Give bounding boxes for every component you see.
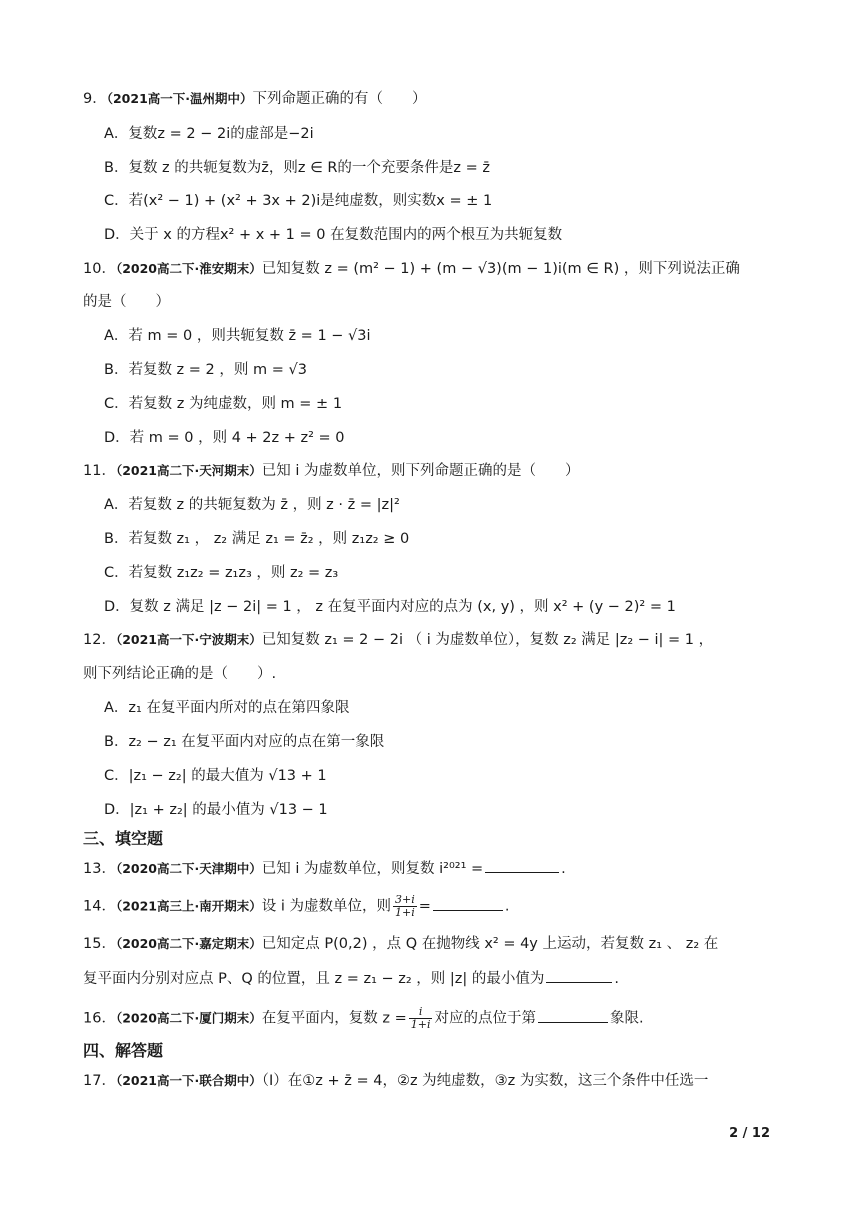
q12-number: 12． [83,632,116,648]
q14-answer-blank[interactable] [433,896,503,911]
q12-option-a: A．z₁ 在复平面内所对的点在第四象限 [104,700,350,716]
q9-option-a: A．复数z = 2 − 2i的虚部是−2i [104,126,314,142]
q11-option-a: A．若复数 z 的共轭复数为 z̄ ，则 z · z̄ = |z|² [104,497,400,513]
q11-stem: 已知 i 为虚数单位，则下列命题正确的是（ ） [261,463,580,479]
q14-line [83,894,510,919]
q9-option-c: C．若(x² − 1) + (x² + 3x + 2)i是纯虚数，则实数x = ± 1 [104,193,493,209]
q13-stem: 已知 i 为虚数单位，则复数 i²⁰²¹ = [261,861,484,877]
q17-stem-line [83,1071,708,1091]
section-fill-in-blank-heading: 三、填空题 [83,829,164,848]
q17-stem: （I）在①z + z̄ = 4，②z 为纯虚数，③z 为实数，这三个条件中任选一 [261,1073,709,1089]
q16-number: 16． [83,1010,116,1027]
q14-fraction-denominator: 1+i [395,906,415,919]
q16-fraction-numerator: i [409,1006,433,1019]
q16-stem-after: 对应的点位于第 [434,1010,536,1027]
q15-number: 15． [83,936,116,952]
q16-line [83,1006,644,1031]
q9-stem: 下列命题正确的有（ ） [252,91,427,107]
q16-fraction [409,1006,433,1031]
q10-stem-continued: 的是（ ） [83,294,170,310]
q15-stem2: 复平面内分别对应点 P、Q 的位置，且 z = z₁ − z₂ ，则 |z| 的最小值为 [83,971,545,987]
q10-source: （2020高二下·淮安期末） [115,261,262,276]
q15-stem-continued [83,968,619,989]
q13-source: （2020高二下·天津期中） [115,861,262,876]
q9-option-b: B．复数 z 的共轭复数为z̄，则z ∈ R的一个充要条件是z = z̄ [104,160,491,176]
q12-option-d: D．|z₁ + z₂| 的最小值为 √13 − 1 [104,802,328,818]
q11-stem-line [83,461,580,481]
q13-end: . [561,861,566,877]
q11-option-d: D．复数 z 满足 |z − 2i| = 1 ， z 在复平面内对应的点为 (x, y) ，则 x² + (y − 2)² = 1 [104,599,676,615]
q10-option-c: C．若复数 z 为纯虚数，则 m = ± 1 [104,396,343,412]
q12-stem: 已知复数 z₁ = 2 − 2i （ i 为虚数单位），复数 z₂ 满足 |z₂ − i| = 1 ， [261,632,714,648]
q14-equals: = [418,898,431,915]
q16-stem: 在复平面内，复数 z = [261,1010,407,1027]
q11-source: （2021高二下·天河期末） [115,463,262,478]
q12-stem-continued: 则下列结论正确的是（ ）. [83,666,277,682]
q17-number: 17． [83,1073,116,1089]
q15-source: （2020高二下·嘉定期末） [115,936,262,951]
q14-end: . [504,898,510,915]
q15-stem-line [83,934,718,954]
q17-source: （2021高一下·联合期中） [115,1073,262,1088]
q10-number: 10． [83,261,116,277]
q14-stem: 设 i 为虚数单位，则 [261,898,391,915]
q11-number: 11． [83,463,116,479]
q10-option-a: A．若 m = 0 ，则共轭复数 z̄ = 1 − √3i [104,328,371,344]
page-number: 2 / 12 [729,1126,770,1141]
q9-option-d: D．关于 x 的方程x² + x + 1 = 0 在复数范围内的两个根互为共轭复数 [104,227,563,243]
q16-fraction-denominator: 1+i [410,1018,431,1031]
section-answer-questions-heading: 四、解答题 [83,1041,164,1060]
q16-source: （2020高二下·厦门期末） [115,1010,262,1026]
q13-number: 13． [83,861,116,877]
q10-stem: 已知复数 z = (m² − 1) + (m − √3)(m − 1)i(m ∈ R) ，则下列说法正确 [261,261,740,277]
q12-source: （2021高一下·宁波期末） [115,632,262,647]
q10-stem-line [83,259,740,279]
q15-end: . [614,971,619,987]
q13-answer-blank[interactable] [485,858,559,873]
q10-option-d: D．若 m = 0 ，则 4 + 2z + z² = 0 [104,430,345,446]
q11-option-b: B．若复数 z₁ ， z₂ 满足 z₁ = z̄₂ ，则 z₁z₂ ≥ 0 [104,531,410,547]
q12-option-c: C．|z₁ − z₂| 的最大值为 √13 + 1 [104,768,327,784]
q15-answer-blank[interactable] [546,968,612,983]
q9-source: （2021高一下·温州期中） [106,91,253,106]
q16-answer-blank[interactable] [538,1008,608,1023]
q14-number: 14． [83,898,116,915]
q9-number: 9． [83,91,107,107]
q14-fraction-numerator: 3+i [395,893,415,906]
q14-source: （2021高三上·南开期末） [115,898,262,914]
q10-option-b: B．若复数 z = 2 ，则 m = √3 [104,362,307,378]
q15-stem: 已知定点 P(0,2) ，点 Q 在抛物线 x² = 4y 上运动，若复数 z₁ 、 z₂ 在 [261,936,719,952]
q9-stem-line [83,89,427,109]
q12-stem-line [83,630,713,650]
q12-option-b: B．z₂ − z₁ 在复平面内对应的点在第一象限 [104,734,385,750]
q14-fraction [393,894,417,919]
q16-end: 象限. [609,1010,644,1027]
q13-line [83,858,566,879]
q11-option-c: C．若复数 z₁z₂ = z₁z₃ ，则 z₂ = z₃ [104,565,339,581]
